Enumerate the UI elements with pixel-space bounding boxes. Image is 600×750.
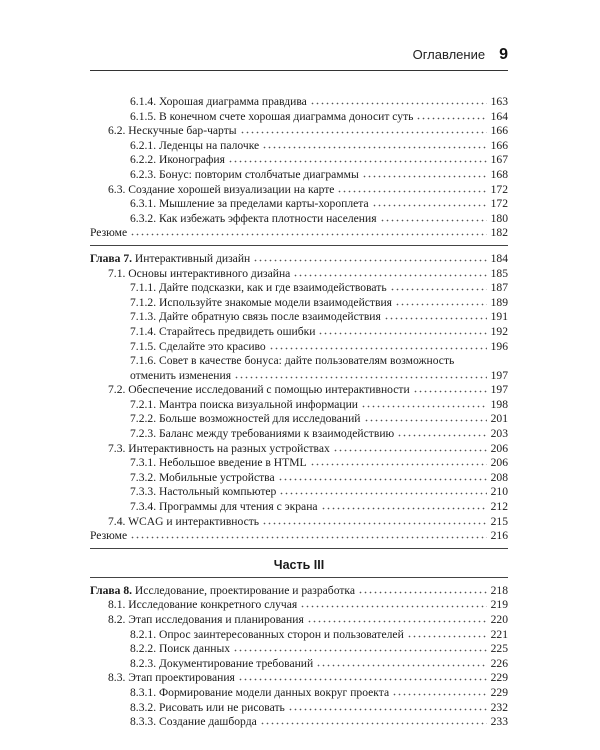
dot-leader (390, 281, 487, 291)
toc-entry-label: 7.2.2. Больше возможностей для исследований (130, 412, 361, 426)
dot-leader (392, 686, 487, 696)
toc-entry[interactable] (90, 628, 508, 643)
toc-entry-page: 168 (490, 167, 508, 181)
toc-entry[interactable] (90, 340, 508, 355)
toc-entry[interactable] (90, 183, 508, 198)
toc-entry-page: 180 (490, 211, 508, 225)
toc-entry[interactable] (90, 529, 508, 544)
dot-leader (372, 197, 487, 207)
dot-leader (395, 296, 487, 306)
dot-leader (380, 212, 487, 222)
toc-entry[interactable] (90, 212, 508, 227)
toc-entry-label: 6.1.4. Хорошая диаграмма правдива (130, 95, 307, 108)
toc-entry-page: 192 (490, 324, 508, 338)
toc-entry[interactable] (90, 369, 508, 384)
dot-leader (288, 701, 487, 711)
dot-leader (364, 412, 487, 422)
toc-entry-page: 208 (490, 470, 508, 484)
toc-entry-page: 232 (490, 700, 508, 714)
dot-leader (130, 529, 487, 539)
toc-entry-label: 7.3.3. Настольный компьютер (130, 485, 277, 499)
toc-entry-label: 7.3.4. Программы для чтения с экрана (130, 500, 318, 514)
chapter-title: Интерактивный дизайн (132, 251, 251, 265)
chapter-title: Исследование, проектирование и разработка (132, 583, 356, 597)
toc-entry[interactable] (90, 110, 508, 125)
toc-entry-label: 7.3. Интерактивность на разных устройствах (108, 441, 330, 455)
dot-leader (262, 515, 487, 525)
dot-leader (233, 642, 487, 652)
toc-entry-label: 7.1.1. Дайте подсказки, как и где взаимодействовать (130, 281, 387, 295)
chapter-prefix: Глава 7. (90, 251, 133, 265)
dot-leader (333, 442, 487, 452)
toc-entry-page: 220 (490, 613, 508, 626)
toc-entry-label: 7.4. WCAG и интерактивность (108, 514, 260, 528)
toc-entry-label: 7.1.2. Используйте знакомые модели взаимодействия (130, 295, 393, 309)
toc-entry-label: 6.1.5. В конечном счете хорошая диаграмма доносит суть (130, 109, 414, 123)
toc-entry-label: 8.3. Этап проектирования (108, 671, 235, 685)
toc-entry[interactable] (90, 515, 508, 530)
header-title: Оглавление (412, 47, 486, 62)
toc-entry[interactable] (90, 642, 508, 657)
toc-entry-page: 166 (490, 124, 508, 138)
toc-entry-page: 164 (490, 109, 508, 123)
toc-entry-label: 7.1.6. Совет в качестве бонуса: дайте пользователям возможность (130, 354, 455, 368)
dot-leader (310, 95, 487, 105)
section-divider (90, 548, 508, 549)
toc-entry[interactable] (90, 153, 508, 168)
toc-entry-page: 229 (490, 685, 508, 699)
toc-entry-label: 7.1.4. Старайтесь предвидеть ошибки (130, 324, 316, 338)
chapter-prefix: Глава 8. (90, 583, 133, 597)
toc-entry[interactable] (90, 671, 508, 686)
toc-entry-page: 185 (490, 266, 508, 280)
toc-entry[interactable] (90, 354, 508, 369)
toc-entry-label: 7.2.3. Баланс между требованиями к взаимодействию (130, 427, 395, 441)
toc-entry[interactable] (90, 226, 508, 241)
toc-entry[interactable] (90, 325, 508, 340)
toc-entry[interactable] (90, 442, 508, 457)
toc-entry-page: 225 (490, 642, 508, 656)
toc-entry[interactable] (90, 139, 508, 154)
dot-leader (316, 657, 487, 667)
toc-entry-label: 7.1.5. Сделайте это красиво (130, 339, 266, 353)
dot-leader (358, 584, 487, 594)
toc-entry-page: 216 (490, 529, 508, 543)
toc-entry[interactable] (90, 398, 508, 413)
toc-entry[interactable] (90, 500, 508, 515)
toc-entry-label: 8.2.1. Опрос заинтересованных сторон и пользователей (130, 627, 404, 641)
dot-leader (234, 369, 487, 379)
toc-entry-label: 6.3.2. Как избежать эффекта плотности населения (130, 211, 377, 225)
dot-leader (130, 226, 487, 236)
toc-section-chapter-6-tail (90, 95, 508, 241)
toc-entry[interactable] (90, 613, 508, 628)
dot-leader (279, 485, 487, 495)
toc-entry[interactable] (90, 281, 508, 296)
dot-leader (310, 456, 487, 466)
dot-leader (361, 398, 487, 408)
toc-entry-label (90, 584, 355, 599)
toc-entry-page: 221 (490, 627, 508, 641)
toc-entry-page: 203 (490, 427, 508, 441)
dot-leader (293, 267, 487, 277)
dot-leader (413, 383, 487, 393)
toc-entry-label: 6.2. Нескучные бар-чарты (108, 124, 237, 138)
toc-entry[interactable] (90, 427, 508, 442)
toc-entry[interactable] (90, 715, 508, 730)
toc-entry-label: 7.3.1. Небольшое введение в HTML (130, 456, 307, 470)
dot-leader (318, 325, 487, 335)
header-page-number: 9 (499, 46, 508, 63)
toc-entry[interactable] (90, 168, 508, 183)
header-rule (90, 70, 508, 71)
toc-entry-page: 226 (490, 656, 508, 670)
dot-leader (337, 183, 487, 193)
toc-entry[interactable] (90, 296, 508, 311)
dot-leader (362, 168, 487, 178)
toc-entry-label: 6.3.1. Мышление за пределами карты-хороплета (130, 197, 369, 211)
toc-entry[interactable] (90, 124, 508, 139)
toc-entry-page: 196 (490, 339, 508, 353)
dot-leader (321, 500, 487, 510)
toc-entry[interactable] (90, 598, 508, 613)
part-title: Часть III (273, 557, 325, 572)
section-divider (90, 245, 508, 246)
toc-entry[interactable] (90, 584, 508, 599)
dot-leader (260, 715, 487, 725)
toc-entry[interactable] (90, 252, 508, 267)
dot-leader (384, 310, 487, 320)
toc-entry-page: 163 (490, 95, 508, 108)
toc-entry-page: 215 (490, 514, 508, 528)
toc-entry-label: отменить изменения (130, 368, 232, 382)
toc-entry-page: 191 (490, 310, 508, 324)
toc-entry-page: 218 (490, 583, 508, 597)
toc-entry[interactable] (90, 456, 508, 471)
dot-leader (262, 139, 487, 149)
dot-leader (278, 471, 487, 481)
toc-entry[interactable] (90, 471, 508, 486)
toc-entry-page: 189 (490, 295, 508, 309)
toc-entry[interactable] (90, 197, 508, 212)
toc-entry[interactable] (90, 686, 508, 701)
dot-leader (240, 124, 487, 134)
toc-entry-label: 7.2. Обеспечение исследований с помощью интерактивности (108, 383, 410, 397)
toc-entry-label: Резюме (90, 226, 128, 240)
toc-entry-page: 172 (490, 182, 508, 196)
toc-entry-label: 8.3.1. Формирование модели данных вокруг проекта (130, 685, 390, 699)
toc-entry[interactable] (90, 383, 508, 398)
toc-entry-page: 210 (490, 485, 508, 499)
toc-entry-label: 7.1. Основы интерактивного дизайна (108, 266, 291, 280)
dot-leader (300, 598, 487, 608)
toc-entry-label: 8.3.3. Создание дашборда (130, 715, 257, 729)
dot-leader (269, 340, 487, 350)
toc-entry-page: 166 (490, 138, 508, 152)
dot-leader (228, 153, 487, 163)
toc-entry-label (90, 252, 250, 267)
toc-entry-page: 206 (490, 441, 508, 455)
section-divider (90, 577, 508, 578)
toc-entry-page: 197 (490, 383, 508, 397)
toc-entry[interactable] (90, 412, 508, 427)
toc-entry-label: 7.3.2. Мобильные устройства (130, 470, 275, 484)
toc-entry-page: 187 (490, 281, 508, 295)
toc-entry-label: 7.2.1. Мантра поиска визуальной информации (130, 397, 358, 411)
toc-entry-page: 184 (490, 251, 508, 265)
toc-entry[interactable] (90, 310, 508, 325)
running-header (90, 46, 508, 66)
toc-entry-page: 201 (490, 412, 508, 426)
toc-entry-page: 198 (490, 397, 508, 411)
toc-entry-label: 7.1.3. Дайте обратную связь после взаимодействия (130, 310, 381, 324)
toc-entry-label: 6.2.2. Иконография (130, 153, 225, 167)
toc-entry[interactable] (90, 657, 508, 672)
toc-entry-label: 8.2.2. Поиск данных (130, 642, 231, 656)
table-of-contents (90, 95, 508, 730)
toc-entry-label: 6.2.1. Леденцы на палочке (130, 138, 260, 152)
toc-entry-page: 229 (490, 671, 508, 685)
toc-entry-page: 212 (490, 500, 508, 514)
dot-leader (307, 613, 487, 623)
toc-entry-page: 206 (490, 456, 508, 470)
toc-entry-label: 8.2. Этап исследования и планирования (108, 613, 304, 626)
dot-leader (397, 427, 487, 437)
toc-entry[interactable] (90, 485, 508, 500)
toc-entry-label: Резюме (90, 529, 128, 543)
toc-entry-page: 172 (490, 197, 508, 211)
dot-leader (407, 628, 487, 638)
toc-entry-page: 219 (490, 598, 508, 612)
toc-entry-page: 182 (490, 226, 508, 240)
toc-entry-label: 8.3.2. Рисовать или не рисовать (130, 700, 285, 714)
toc-entry-label: 8.1. Исследование конкретного случая (108, 598, 298, 612)
toc-entry-label: 8.2.3. Документирование требований (130, 656, 314, 670)
toc-entry[interactable] (90, 95, 508, 110)
dot-leader (253, 252, 487, 262)
dot-leader (416, 110, 487, 120)
toc-entry[interactable] (90, 267, 508, 282)
toc-entry-page: 197 (490, 368, 508, 382)
toc-section-chapter-7 (90, 252, 508, 544)
toc-entry-label: 6.3. Создание хорошей визуализации на карте (108, 182, 335, 196)
toc-entry-page: 233 (490, 715, 508, 729)
toc-entry-label: 6.2.3. Бонус: повторим столбчатые диаграммы (130, 167, 359, 181)
toc-entry-page: 167 (490, 153, 508, 167)
dot-leader (238, 671, 487, 681)
toc-section-chapter-8 (90, 584, 508, 730)
toc-entry[interactable] (90, 701, 508, 716)
